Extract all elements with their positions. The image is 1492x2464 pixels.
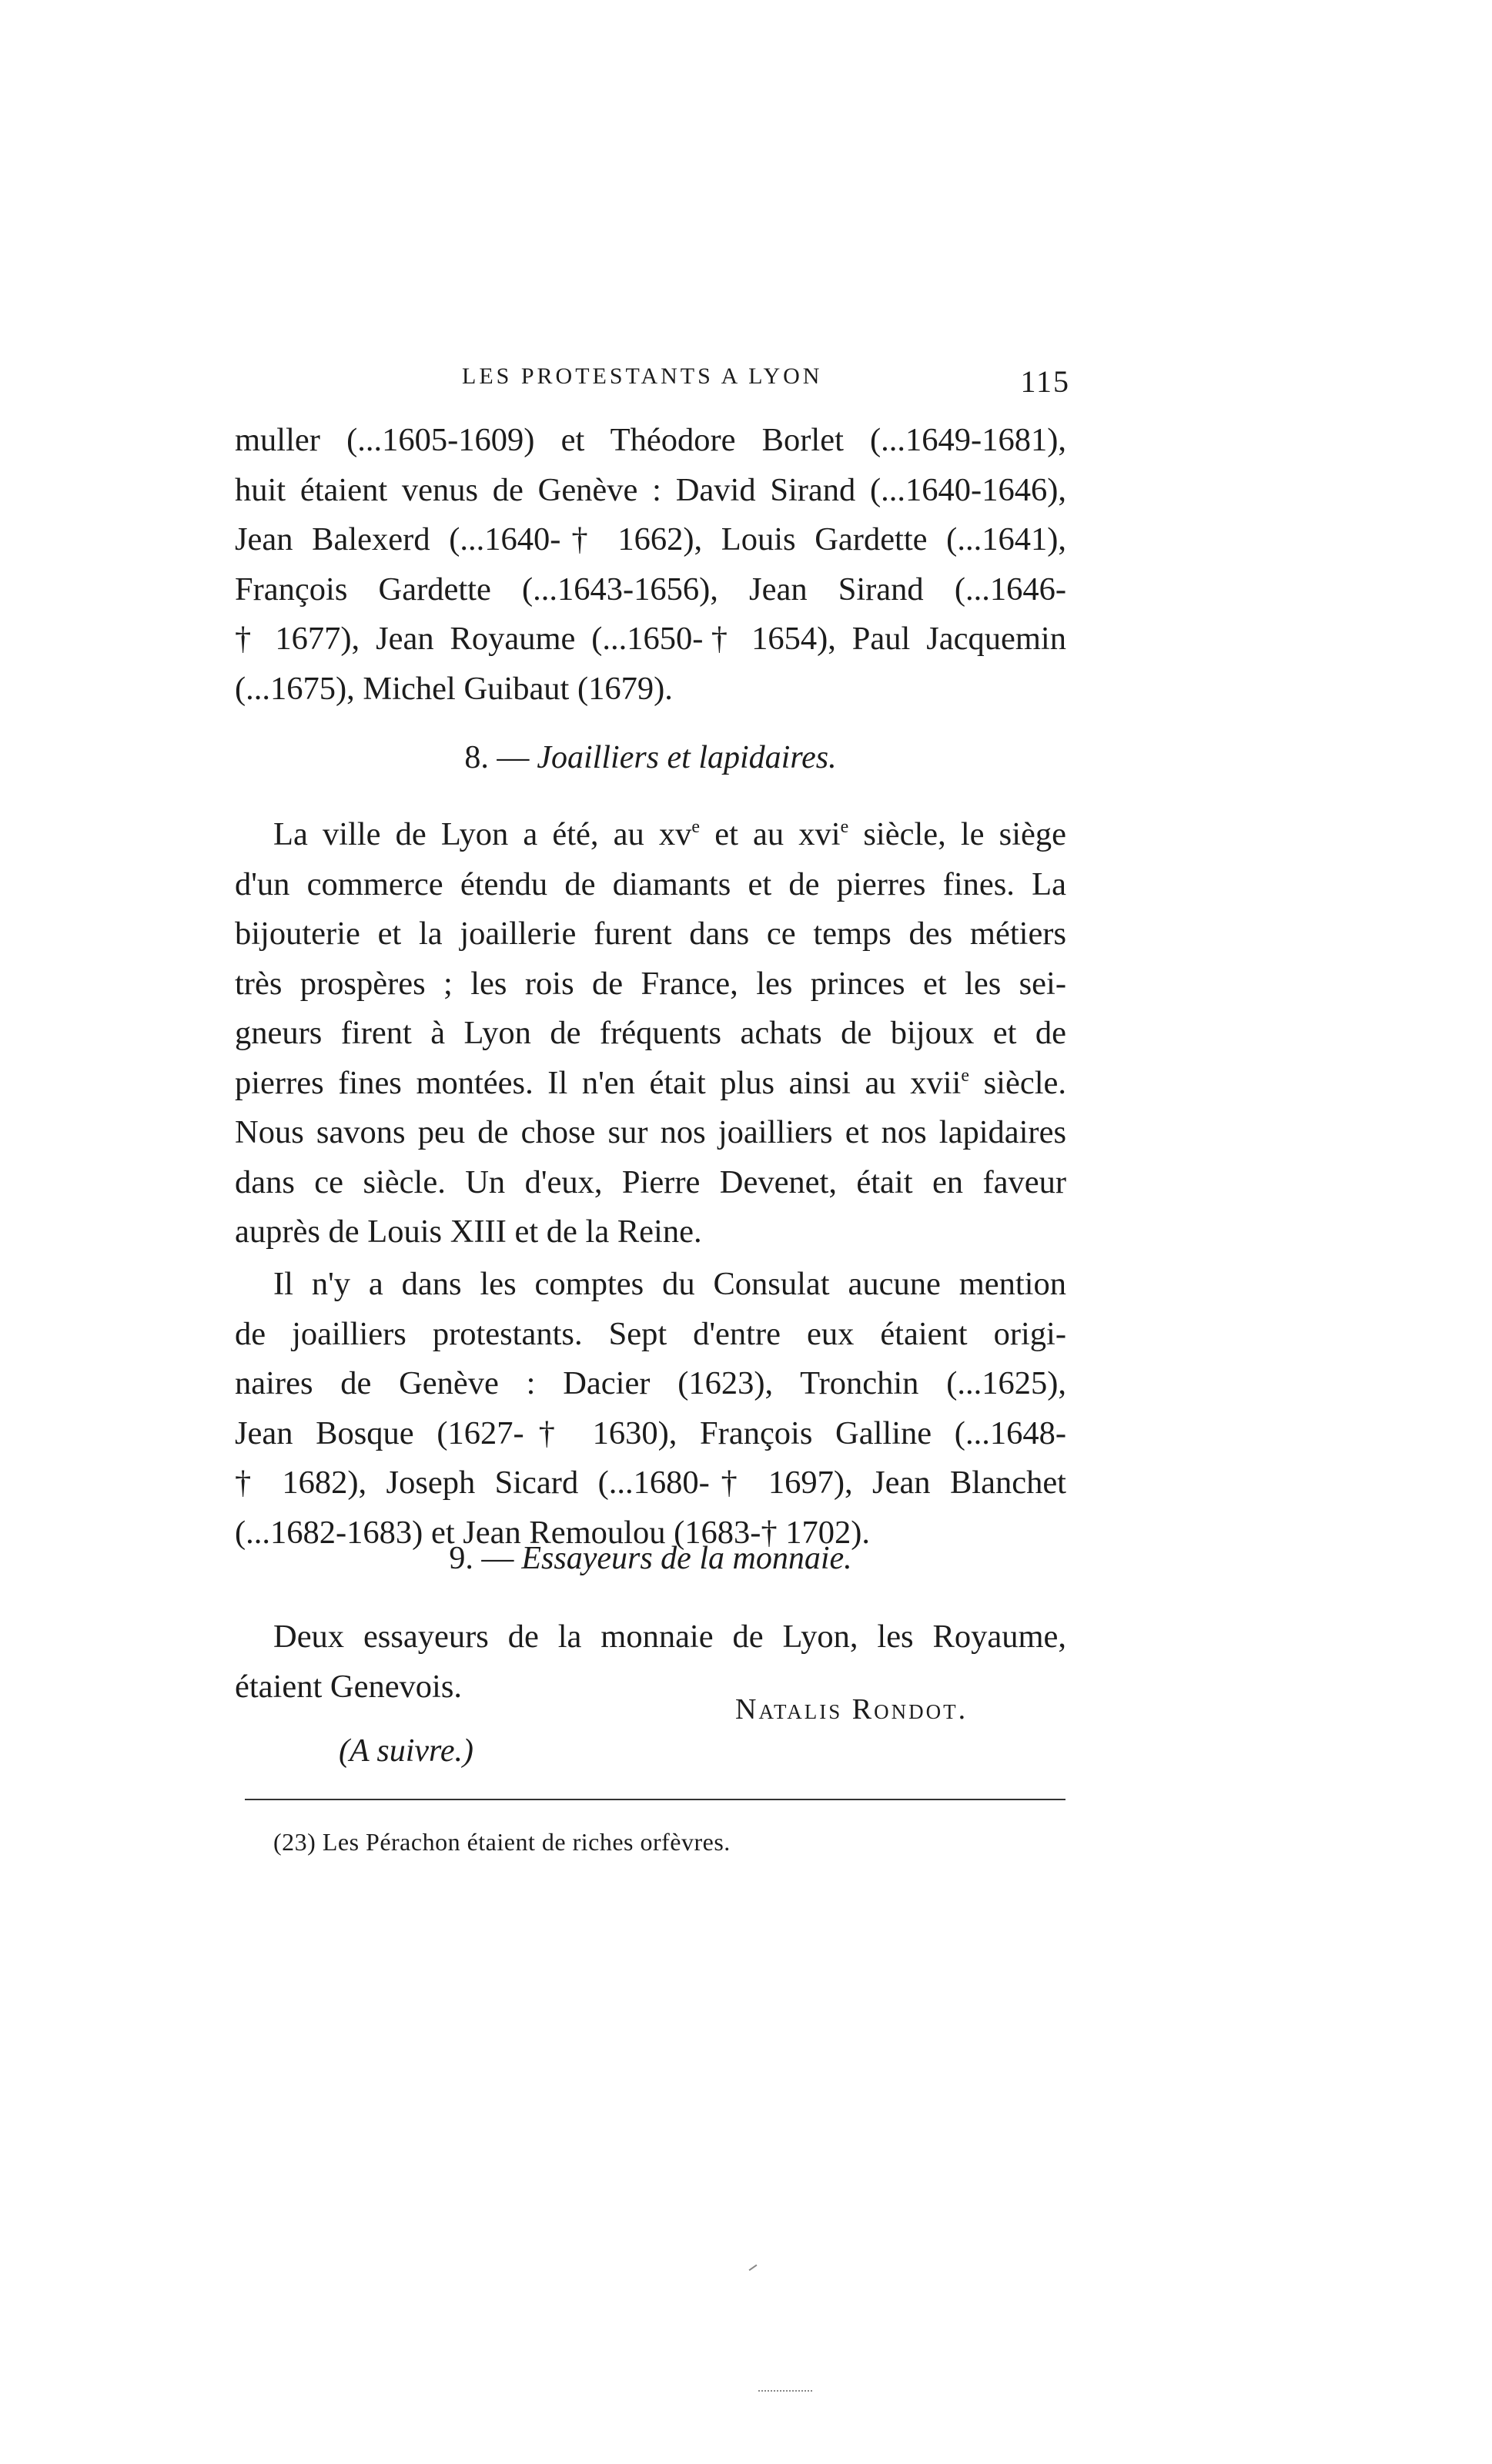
continued-note: (A suivre.) [339,1733,473,1769]
scan-speck [749,2265,758,2272]
text-line: naires de Genève : Dacier (1623), Tronchin (...1625), [235,1365,1066,1401]
text-line: étaient Genevois. [235,1668,463,1705]
scan-speck [758,2390,812,2392]
footnote: (23) Les Pérachon étaient de riches orfèvres. [273,1828,731,1856]
text-line: Jean Bosque (1627-† 1630), François Galline (...1648- [235,1414,1066,1451]
text-line: † 1677), Jean Royaume (...1650-† 1654), Paul Jacquemin [235,621,1066,657]
text-line: † 1682), Joseph Sicard (...1680-† 1697), Jean Blanchet [235,1465,1066,1501]
text-line: de joailliers protestants. Sept d'entre eux étaient origi- [235,1315,1066,1352]
text-line: gneurs firent à Lyon de fréquents achats de bijoux et de [235,1015,1066,1051]
text-line: Deux essayeurs de la monnaie de Lyon, les Royaume, [273,1619,1066,1655]
text-line: (...1682-1683) et Jean Remoulou (1683-† 1702). [235,1514,871,1551]
paragraph-jewellers [235,810,1066,1257]
paragraph-protestant-jewellers [235,1260,1066,1558]
text-line: bijouterie et la joaillerie furent dans ce temps des métiers [235,916,1066,952]
page-number: 115 [1020,364,1070,399]
text-line: très prospères ; les rois de France, les princes et les sei- [235,965,1066,1002]
text-line: dans ce siècle. Un d'eux, Pierre Devenet, était en faveur [235,1163,1066,1200]
text-segment: pierres fines montées. Il n'en était plus ainsi au xvii [235,1064,962,1101]
text-line: muller (...1605-1609) et Théodore Borlet (...1649-1681), [235,422,1066,458]
text-line: Il n'y a dans les comptes du Consulat aucune mention [273,1266,1066,1302]
superscript: e [961,1065,970,1086]
running-title: LES PROTESTANTS A LYON [462,363,823,389]
text-line: Nous savons peu de chose sur nos joailliers et nos lapidaires [235,1114,1066,1150]
text-segment: La ville de Lyon a été, au xv [273,816,692,852]
running-head [231,363,1070,410]
section-heading-8 [235,739,1066,776]
section-number: 8. — [464,740,530,775]
text-line: (...1675), Michel Guibaut (1679). [235,670,673,707]
section-number: 9. — [449,1541,514,1576]
text-segment: siècle. [969,1064,1067,1101]
section-title: Essayeurs de la monnaie. [521,1541,852,1576]
footnote-divider [245,1799,1065,1800]
text-line [235,810,1066,860]
text-line: François Gardette (...1643-1656), Jean Sirand (...1646- [235,571,1066,608]
text-line [235,1059,1066,1109]
author-signature: Natalis Rondot. [735,1693,968,1726]
text-segment: et au xvi [700,816,841,852]
superscript: e [691,817,701,837]
text-line: huit étaient venus de Genève : David Sirand (...1640-1646), [235,471,1066,508]
section-title: Joailliers et lapidaires. [537,740,837,775]
section-heading-9 [235,1540,1066,1577]
superscript: e [840,817,849,837]
text-line: auprès de Louis XIII et de la Reine. [235,1214,702,1250]
text-line: d'un commerce étendu de diamants et de pierres fines. La [235,865,1066,902]
text-segment: siècle, le siège [848,816,1067,852]
paragraph-continued [235,416,1066,714]
text-line: Jean Balexerd (...1640-† 1662), Louis Gardette (...1641), [235,521,1066,557]
